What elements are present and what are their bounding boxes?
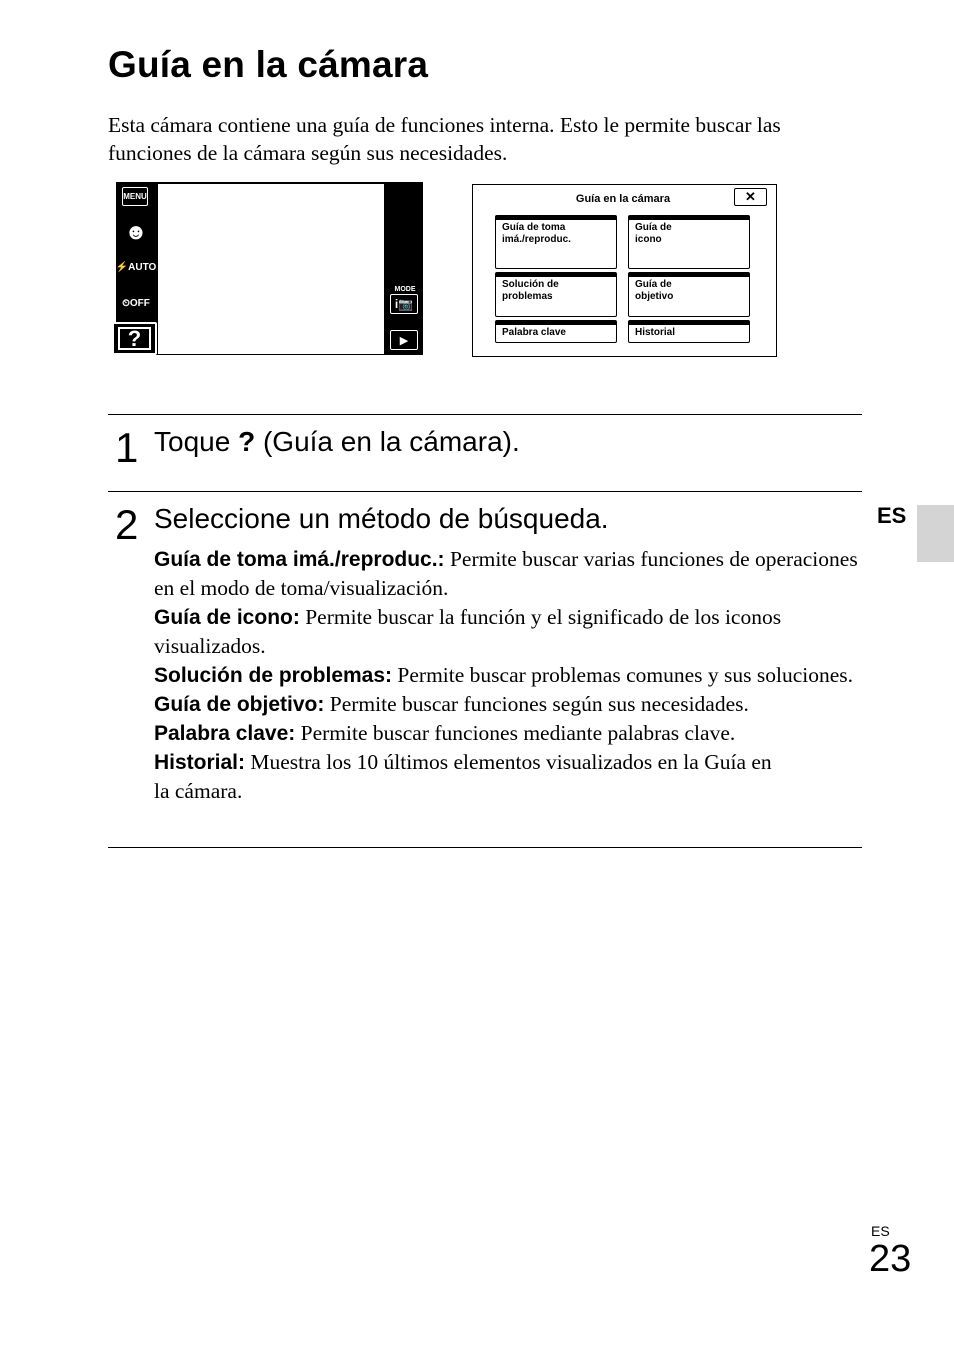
definition: Muestra los 10 últimos elementos visualizados en la Guía en la cámara. bbox=[154, 750, 772, 803]
term: Guía de icono: bbox=[154, 606, 300, 629]
term: Palabra clave: bbox=[154, 722, 296, 745]
search-method-list bbox=[154, 545, 864, 806]
footer-language: ES bbox=[871, 1223, 890, 1239]
definition: Permite buscar la función y el significado de los iconos visualizados. bbox=[154, 605, 782, 658]
help-question-glyph: ? bbox=[118, 327, 151, 350]
list-item bbox=[154, 719, 864, 748]
definition: Permite buscar funciones según sus necesidades. bbox=[324, 692, 749, 716]
term: Guía de toma imá./reproduc.: bbox=[154, 548, 445, 571]
self-timer-off-icon: ⏲OFF bbox=[122, 297, 150, 309]
guide-menu-title: Guía en la cámara bbox=[575, 193, 671, 205]
step-1-text-before: Toque bbox=[154, 426, 239, 457]
term: Historial: bbox=[154, 751, 246, 774]
language-tab-label: ES bbox=[877, 503, 907, 528]
close-icon: ✕ bbox=[734, 188, 767, 206]
guide-button-objetivo: Guía de objetivo bbox=[628, 272, 750, 317]
playback-icon: ▶ bbox=[390, 330, 418, 350]
divider bbox=[108, 491, 862, 492]
step-2-text: Seleccione un método de búsqueda. bbox=[154, 503, 609, 534]
definition: Permite buscar funciones mediante palabras clave. bbox=[295, 721, 736, 745]
menu-icon: MENU bbox=[122, 187, 148, 206]
guide-button-historial: Historial bbox=[628, 320, 750, 343]
page-title: Guía en la cámara bbox=[108, 44, 429, 85]
definition: Permite buscar problemas comunes y sus soluciones. bbox=[392, 663, 854, 687]
list-item bbox=[154, 545, 864, 603]
divider bbox=[108, 414, 862, 415]
mode-label: MODE bbox=[394, 285, 416, 293]
camera-viewfinder bbox=[158, 184, 384, 354]
language-tab bbox=[917, 505, 954, 562]
guide-button-problemas: Solución de problemas bbox=[495, 272, 617, 317]
list-item bbox=[154, 690, 864, 719]
page-number: 23 bbox=[869, 1238, 912, 1280]
list-item bbox=[154, 661, 864, 690]
list-item bbox=[154, 748, 774, 806]
shooting-mode-icon: i📷 bbox=[390, 294, 418, 314]
term: Solución de problemas: bbox=[154, 664, 393, 687]
list-item bbox=[154, 603, 864, 661]
term: Guía de objetivo: bbox=[154, 693, 325, 716]
help-guide-icon bbox=[112, 322, 157, 355]
step-1-text bbox=[154, 426, 520, 458]
definition: Permite buscar varias funciones de operaciones en el modo de toma/visualización. bbox=[154, 547, 858, 600]
guide-button-palabra: Palabra clave bbox=[495, 320, 617, 343]
guide-button-icono: Guía de icono bbox=[628, 215, 750, 269]
step-1-text-after: (Guía en la cámara). bbox=[255, 426, 520, 457]
step-number: 2 bbox=[115, 501, 139, 548]
step-number: 1 bbox=[115, 424, 139, 471]
flash-auto-icon: ⚡AUTO bbox=[115, 261, 157, 273]
guide-button-toma: Guía de toma imá./reproduc. bbox=[495, 215, 617, 269]
intro-paragraph: Esta cámara contiene una guía de funciones interna. Esto le permite buscar las funciones de la cámara según sus necesidades. bbox=[108, 113, 781, 165]
face-detection-icon: ☻ bbox=[124, 219, 148, 244]
divider bbox=[108, 847, 862, 848]
help-icon: ? bbox=[238, 426, 256, 457]
